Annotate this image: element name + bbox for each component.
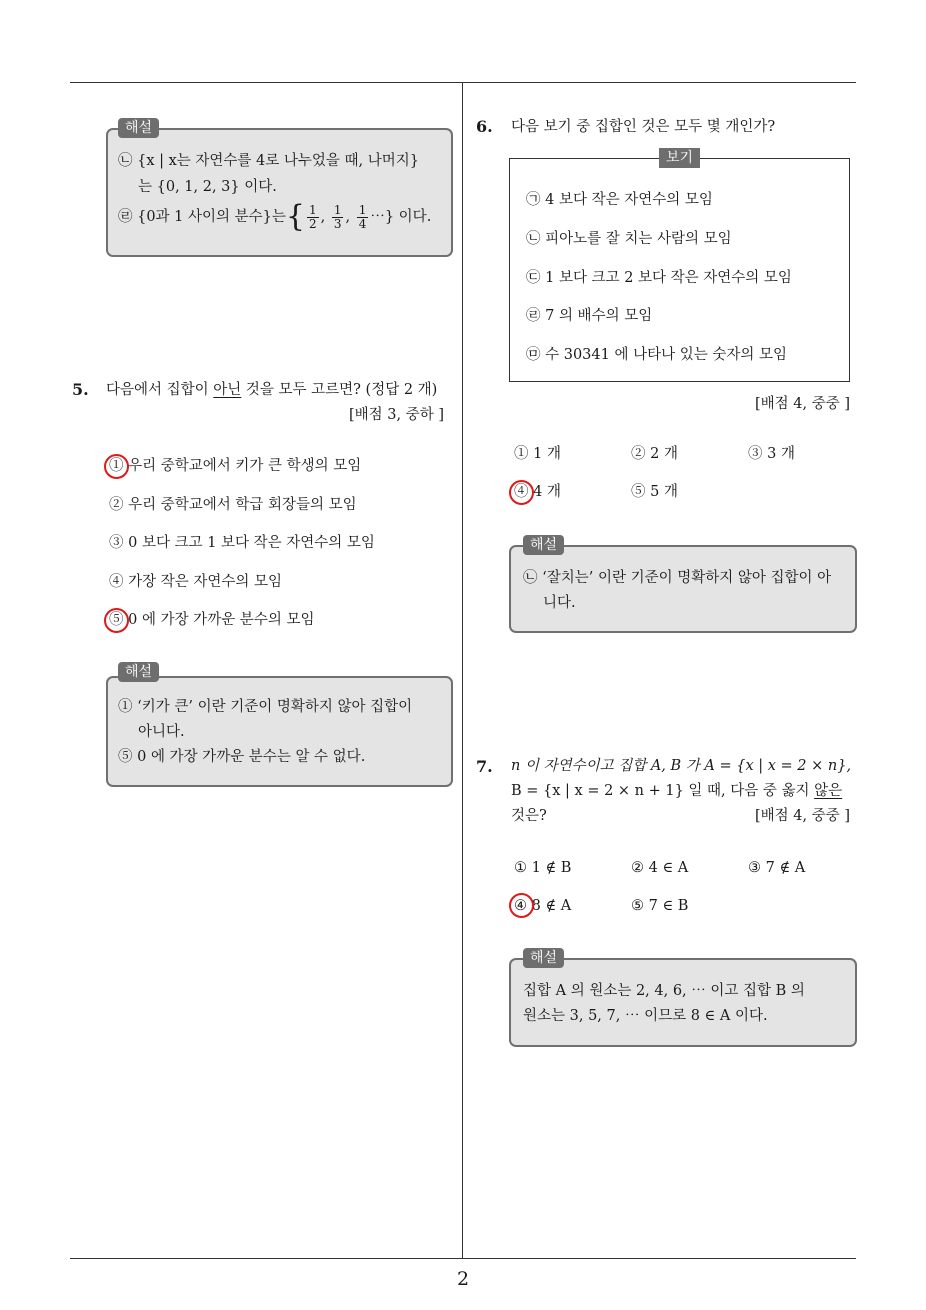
bogi-box [509, 158, 850, 382]
q4-explanation-box [106, 128, 453, 257]
explanation-tag: 해설 [523, 535, 564, 555]
q6-explanation-box [509, 545, 857, 633]
answer-option[interactable]: ① 우리 중학교에서 키가 큰 학생의 모임 [109, 458, 362, 474]
answer-option[interactable]: ④ 8 ∉ A [514, 898, 572, 914]
bogi-item: ㉠ 4 보다 작은 자연수의 모임 [526, 192, 713, 208]
answer-option[interactable]: ④ 4 개 [514, 484, 561, 500]
answer-option[interactable]: ② 2 개 [631, 446, 678, 462]
answer-option[interactable]: ③ 7 ∉ A [748, 860, 806, 876]
answer-option[interactable]: ⑤ 7 ∈ B [631, 898, 689, 914]
explanation-tag: 해설 [118, 118, 159, 138]
bogi-item: ㉡ 피아노를 잘 치는 사람의 모임 [526, 231, 732, 247]
score-label: [배점 4, 중중 ] [755, 808, 851, 824]
bogi-item: ㉤ 수 30341 에 나타나 있는 숫자의 모임 [526, 347, 787, 363]
explanation-line: ㉡ ‘잘치는’ 이란 기준이 명확하지 않아 집합이 아 [523, 570, 832, 586]
bogi-item: ㉣ 7 의 배수의 모임 [526, 308, 653, 324]
answer-mark-circle [104, 454, 129, 479]
score-label: [배점 4, 중중 ] [755, 396, 851, 412]
question-number: 6. [476, 117, 493, 136]
answer-option[interactable]: ③ 0 보다 크고 1 보다 작은 자연수의 모임 [109, 535, 375, 551]
explanation-line: 원소는 3, 5, 7, ⋯ 이므로 8 ∈ A 이다. [523, 1008, 768, 1024]
question-text: 다음에서 집합이 아닌 것을 모두 고르면? (정답 2 개) [106, 382, 438, 398]
answer-option[interactable]: ① 1 ∉ B [514, 860, 572, 876]
answer-option[interactable]: ② 우리 중학교에서 학급 회장들의 모임 [109, 497, 357, 513]
fraction: $\frac{1}{3}$ [333, 202, 342, 231]
answer-mark-circle [104, 608, 129, 633]
explanation-line: ⑤ 0 에 가장 가까운 분수는 알 수 없다. [118, 749, 366, 765]
question-text: B = {x | x = 2 × n + 1} 일 때, 다음 중 옳지 않은 [511, 783, 843, 799]
question-text: 다음 보기 중 집합인 것은 모두 몇 개인가? [511, 119, 776, 135]
explanation-text: ⋯} 이다. [370, 209, 432, 225]
question-text: 것은? [511, 808, 547, 824]
top-rule [70, 82, 856, 83]
explanation-line: 니다. [543, 595, 576, 611]
explanation-line-fractions: ㉣ {0과 1 사이의 분수}는{ $\frac{1}{2}$ , $\frac{1}{3}$ , $\frac{1}{4}$ ⋯} 이다. [118, 199, 432, 234]
column-divider [462, 83, 463, 1258]
explanation-text: ㉣ {0과 1 사이의 분수}는 [118, 209, 286, 225]
explanation-line: 는 {0, 1, 2, 3} 이다. [138, 179, 277, 195]
question-number: 5. [72, 380, 89, 399]
answer-option[interactable]: ⑤ 0 에 가장 가까운 분수의 모임 [109, 612, 315, 628]
answer-mark-circle [509, 480, 534, 505]
score-label: [배점 3, 중하 ] [349, 407, 445, 423]
answer-option[interactable]: ② 4 ∈ A [631, 860, 689, 876]
q7-explanation-box [509, 958, 857, 1047]
fraction: $\frac{1}{2}$ [308, 202, 317, 231]
answer-mark-circle [509, 893, 534, 918]
question-text: n 이 자연수이고 집합 A, B 가 A = {x | x = 2 × n}, [511, 758, 852, 774]
explanation-tag: 해설 [118, 662, 159, 682]
q5-explanation-box [106, 676, 453, 787]
question-number: 7. [476, 757, 493, 776]
answer-option[interactable]: ⑤ 5 개 [631, 484, 678, 500]
answer-option[interactable]: ④ 가장 작은 자연수의 모임 [109, 574, 283, 590]
bottom-rule [70, 1258, 856, 1259]
fraction: $\frac{1}{4}$ [358, 202, 367, 231]
explanation-tag: 해설 [523, 948, 564, 968]
bogi-tag: 보기 [659, 148, 700, 168]
explanation-line: 아니다. [138, 724, 185, 740]
answer-option[interactable]: ③ 3 개 [748, 446, 795, 462]
bogi-item: ㉢ 1 보다 크고 2 보다 작은 자연수의 모임 [526, 270, 792, 286]
explanation-line: ① ‘키가 큰’ 이란 기준이 명확하지 않아 집합이 [118, 699, 413, 715]
explanation-line: ㉡ {x | x는 자연수를 4로 나누었을 때, 나머지} [118, 153, 419, 169]
answer-option[interactable]: ① 1 개 [514, 446, 561, 462]
page-number: 2 [456, 1268, 470, 1290]
explanation-line: 집합 A 의 원소는 2, 4, 6, ⋯ 이고 집합 B 의 [523, 983, 805, 999]
